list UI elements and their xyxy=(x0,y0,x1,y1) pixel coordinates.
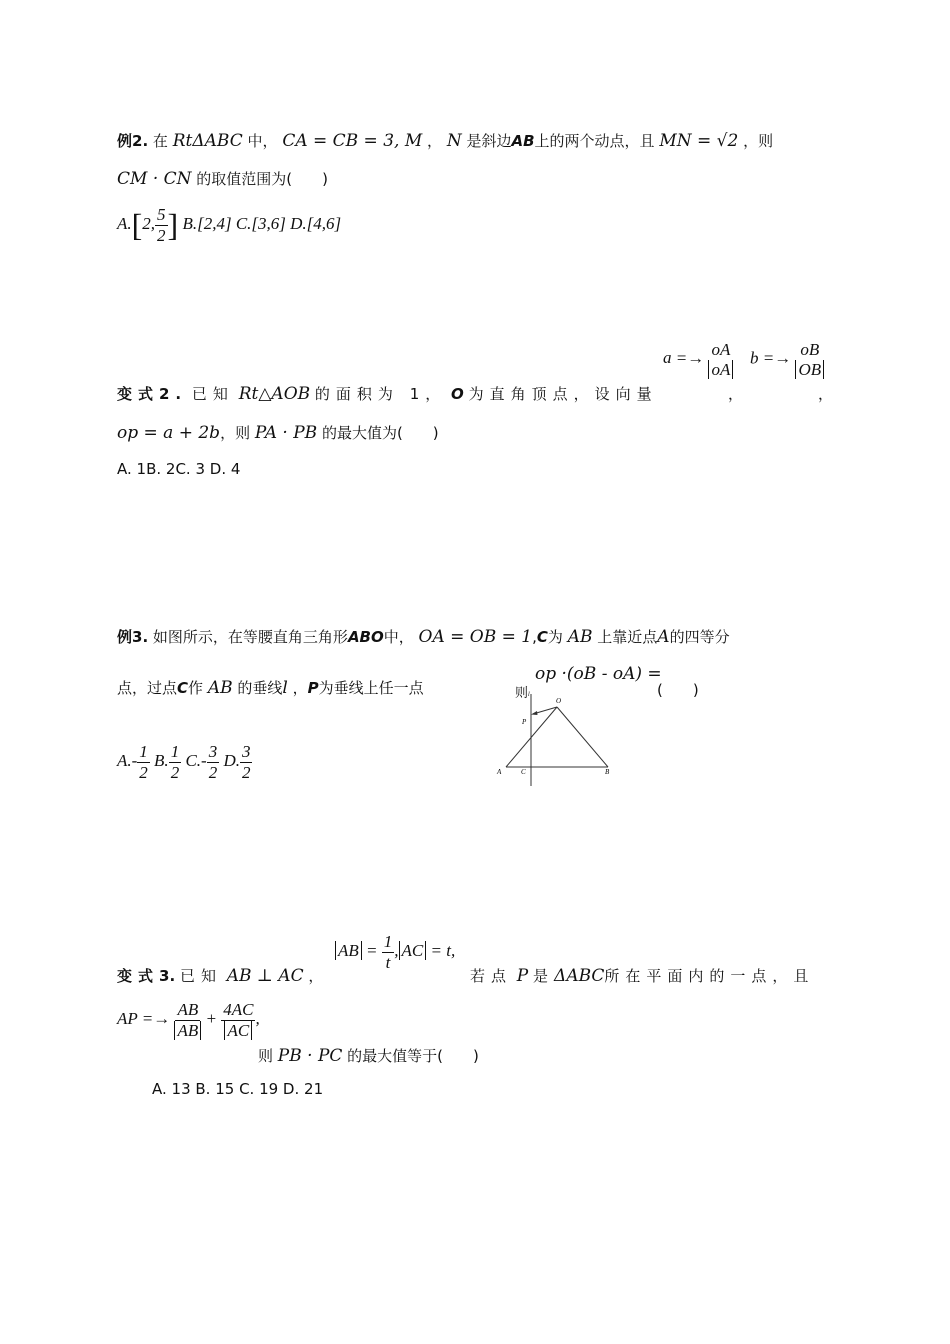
var2-a-fraction xyxy=(708,340,733,379)
var2-b-var: b xyxy=(750,348,759,368)
option-label: B. xyxy=(154,750,169,770)
variant-3-options: A. 13 B. 15 C. 19 D. 21 xyxy=(152,1080,324,1098)
var3-text-6: 的最大值等于( ) xyxy=(347,1047,479,1065)
example-3-options xyxy=(117,742,252,782)
frac-den: 2 xyxy=(170,762,180,782)
variant-3-label: 变式 xyxy=(117,967,160,985)
variant-2-line-2 xyxy=(117,422,439,443)
var3-one-over-t xyxy=(382,932,395,972)
var2-comma-1: ， xyxy=(728,385,744,403)
var3-comma-1: ， xyxy=(308,967,324,985)
frac-num: 3 xyxy=(241,742,251,761)
frac-den: AC xyxy=(224,1021,252,1041)
var2-op: op = a + 2b xyxy=(117,423,221,443)
ex3-text-10: 为垂线上任一点 xyxy=(318,679,424,697)
ex3-text-7: 作 xyxy=(188,679,204,697)
ex2-option-a-label: A. xyxy=(117,213,132,233)
ex3-comma: , xyxy=(532,628,537,646)
var3-ac-abs: AC xyxy=(399,941,427,960)
fig-label-l: l xyxy=(528,692,530,698)
ex3-text-8: 的垂线 xyxy=(237,679,283,697)
ex3-c2: C xyxy=(177,679,189,697)
frac-den: t xyxy=(385,952,391,972)
variant-3-line-3 xyxy=(258,1045,479,1066)
ex3-option-d xyxy=(223,742,252,782)
var3-perp: AB ⊥ AC xyxy=(226,966,304,986)
var2-pa-pb: PA · PB xyxy=(254,423,318,443)
frac-num: 1 xyxy=(139,742,148,761)
var3-ab-abs: AB xyxy=(335,941,362,960)
ex3-option-c xyxy=(185,742,219,782)
frac-den: OB xyxy=(795,360,824,380)
var2-comma-2: ， xyxy=(818,385,834,403)
option-fraction xyxy=(137,742,150,782)
ex2-mn: MN = √2 xyxy=(659,131,739,151)
fig-label-o: O xyxy=(556,697,562,705)
example-2-label: 例2 xyxy=(117,132,143,150)
example-2-line-2 xyxy=(117,168,328,189)
frac-num: AB xyxy=(177,1000,199,1019)
ex3-l: l xyxy=(282,678,288,698)
ex3-text-5: 的四等分 xyxy=(669,628,730,646)
var3-comma-2: , xyxy=(255,1008,260,1028)
example-3-label: 例3 xyxy=(117,628,143,646)
var3-text-4: 所在平面内的一点，且 xyxy=(604,967,815,985)
var3-text-2: 若点 xyxy=(470,967,513,985)
option-label: C.- xyxy=(185,750,207,770)
ex3-text-6: 点，过点 xyxy=(117,679,178,697)
variant-3-line-1b xyxy=(470,965,814,986)
fig-label-b: B xyxy=(605,768,610,776)
ex3-figure xyxy=(490,690,620,790)
var3-fraction-1 xyxy=(174,1000,201,1040)
example-3-dot: . xyxy=(142,628,149,646)
frac-num: oB xyxy=(800,340,820,359)
ex3-ab: AB xyxy=(567,627,593,647)
variant-3-line-1 xyxy=(117,965,323,986)
ex2-text-6: ，则 xyxy=(743,132,774,150)
ex3-expression: op ·(oB - oA) = xyxy=(535,664,662,684)
ex3-option-b xyxy=(154,742,181,782)
ex3-c: C xyxy=(536,628,548,646)
example-2-options: A.[2, $\frac{5}{2}$ ] B.[2,4] C.[3,6] D.[4,6] xyxy=(117,205,342,245)
fig-label-p: P xyxy=(522,718,527,726)
frac-den: 2 xyxy=(208,762,218,782)
frac-num: 3 xyxy=(208,742,218,761)
example-3-line-2 xyxy=(117,677,424,698)
frac-den: AB xyxy=(174,1021,201,1041)
ex2-text-1: 在 xyxy=(152,132,168,150)
example-3-line-1 xyxy=(117,626,730,647)
variant-3-dot: . xyxy=(169,967,176,985)
frac-num: 1 xyxy=(170,742,180,761)
var3-text-1: 已知 xyxy=(179,967,222,985)
var2-vector-a: a =→ oA oA xyxy=(663,340,733,379)
ex3-abo: ABO xyxy=(347,628,384,646)
ex3-a: A xyxy=(657,627,670,647)
frac-num: oA xyxy=(711,340,731,359)
var2-b-fraction xyxy=(795,340,824,379)
var3-text-5: 则 xyxy=(258,1047,274,1065)
fig-label-c: C xyxy=(521,768,526,776)
option-fraction xyxy=(207,742,220,782)
example-2-line-1 xyxy=(117,130,773,151)
ex2-text-2: 中， xyxy=(247,132,278,150)
var3-plus: + xyxy=(205,1008,217,1028)
variant-2-line-1 xyxy=(117,383,658,404)
frac-den: 2 xyxy=(139,762,148,782)
var3-eq-t: = t, xyxy=(430,940,456,960)
ex2-text-5: 上的两个动点，且 xyxy=(534,132,655,150)
ex3-text-12: ( ) xyxy=(657,681,699,699)
frac-num: 4AC xyxy=(223,1000,254,1019)
ex2-dot-product: CM · CN xyxy=(117,169,192,189)
var2-text-5: 的最大值为( ) xyxy=(321,424,439,442)
ex2-text-4: 是斜边 xyxy=(466,132,512,150)
var3-eq: = xyxy=(366,940,378,960)
frac-num: 5 xyxy=(157,205,166,224)
var2-text-2: 的面积为 1， xyxy=(314,385,447,403)
var2-text-1: 已知 xyxy=(191,385,234,403)
ex3-text-1: 如图所示，在等腰直角三角形 xyxy=(152,628,348,646)
frac-den: 2 xyxy=(157,225,166,245)
var3-pb-pc: PB · PC xyxy=(277,1046,343,1066)
ex2-triangle: RtΔABC xyxy=(172,131,243,151)
option-label: D. xyxy=(223,750,240,770)
var2-a-var: a xyxy=(663,348,672,368)
example-2-dot: . xyxy=(142,132,149,150)
option-fraction xyxy=(240,742,253,782)
ex2-n: N xyxy=(446,131,462,151)
var2-text-3: 为直角顶点，设向量 xyxy=(468,385,658,403)
var3-magnitudes xyxy=(335,932,455,972)
ex2-option-d: D.[4,6] xyxy=(290,213,342,233)
frac-num: 1 xyxy=(383,932,393,951)
var3-p: P xyxy=(516,966,529,986)
ex3-text-4: 上靠近点 xyxy=(597,628,658,646)
ex3-text-9: ， xyxy=(292,679,308,697)
option-label: A.- xyxy=(117,750,138,770)
line-ob xyxy=(557,707,608,767)
ex2-option-a-fraction xyxy=(155,205,168,245)
frac-den: 2 xyxy=(241,762,251,782)
ex2-option-b: B.[2,4] xyxy=(182,213,232,233)
ex2-equation: CA = CB = 3, M xyxy=(282,131,423,151)
var2-text-4: ，则 xyxy=(220,424,251,442)
ex2-text-7: 的取值范围为( ) xyxy=(196,170,329,188)
frac-den: oA xyxy=(708,360,733,380)
ex2-option-a-low: 2, xyxy=(142,213,156,233)
variant-3-number: 3 xyxy=(159,967,170,985)
var3-ap-expression: AP =→ $\frac{AB}{AB}$ + $\frac{4AC}{AC}$ , xyxy=(117,1000,260,1040)
fig-label-a: A xyxy=(497,768,502,776)
ex3-text-2: 中， xyxy=(383,628,414,646)
ex3-ab2: AB xyxy=(207,678,233,698)
var2-o: O xyxy=(451,385,464,403)
var3-ap: AP = xyxy=(117,1008,154,1028)
var2-triangle: Rt△AOB xyxy=(238,384,311,404)
var2-vector-b: b =→ oB OB xyxy=(750,340,824,379)
ex2-ab: AB xyxy=(511,132,535,150)
ex2-option-c: C.[3,6] xyxy=(235,213,286,233)
variant-2-options: A. 1B. 2C. 3 D. 4 xyxy=(117,460,241,478)
option-fraction xyxy=(169,742,182,782)
ex3-option-a xyxy=(117,742,150,782)
ex2-text-3: ， xyxy=(427,132,443,150)
var3-text-3: 是 xyxy=(533,967,555,985)
var3-fraction-2 xyxy=(221,1000,255,1040)
vector-op-arrow xyxy=(531,711,538,715)
ex3-text-3: 为 xyxy=(547,628,563,646)
var3-triangle: ΔABC xyxy=(554,966,605,986)
var3-sep: , xyxy=(394,940,399,960)
ex3-text-11: 则 xyxy=(515,686,529,701)
variant-2-label: 变式2. xyxy=(117,385,188,403)
ex3-oa-ob: OA = OB = 1 xyxy=(418,627,533,647)
ex3-p: P xyxy=(307,679,319,697)
